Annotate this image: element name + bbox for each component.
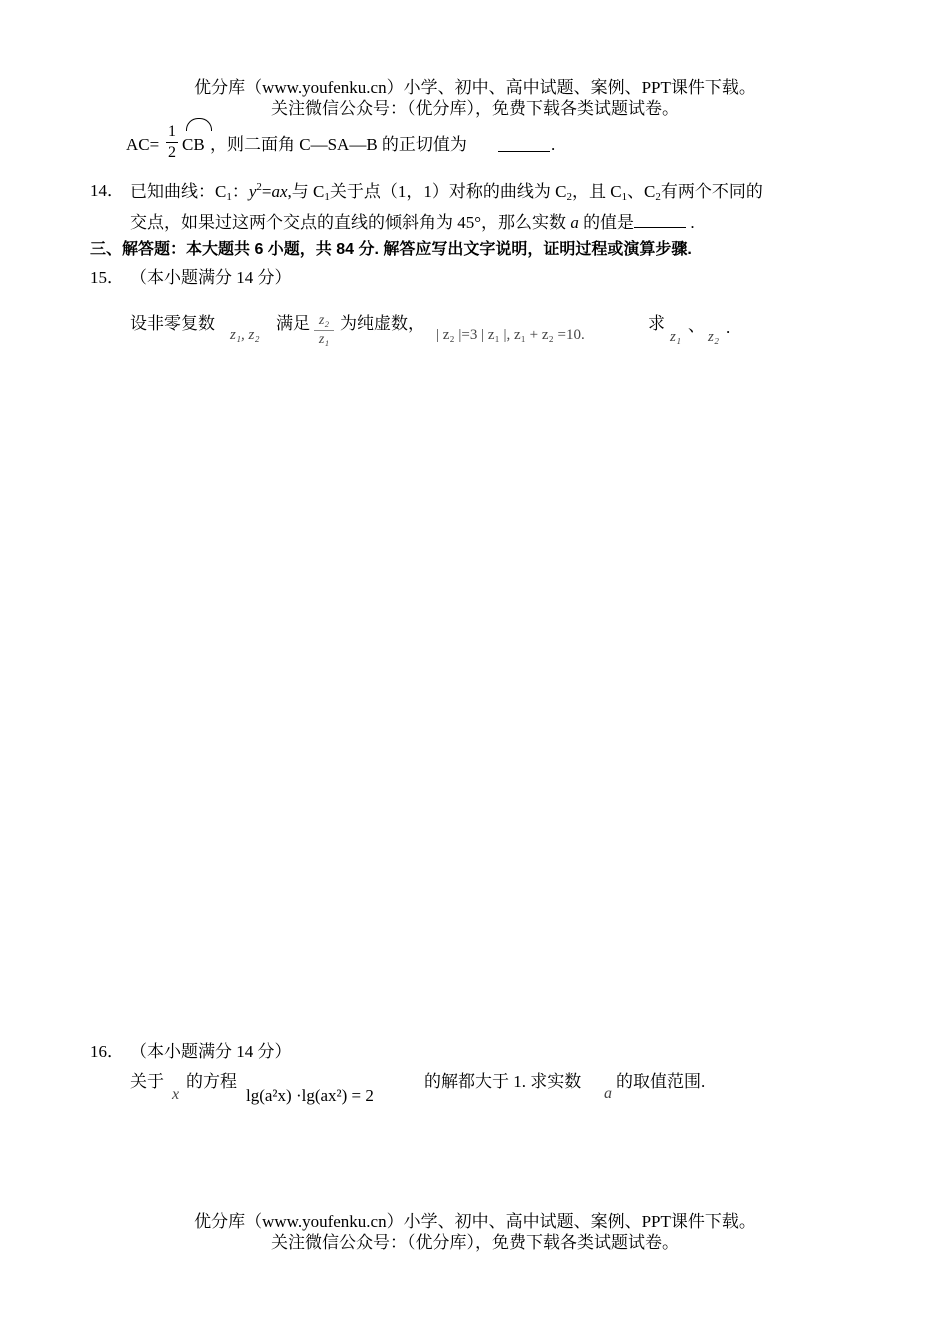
- q15-frac-denominator: z₁: [318, 332, 330, 347]
- header-line-1: 优分库（www.youfenku.cn）小学、初中、高中试题、案例、PPT课件下载。: [194, 78, 756, 97]
- section-heading: 三、解答题：本大题共 6 小题，共 84 分. 解答应写出文字说明，证明过程或演算步骤.: [90, 241, 692, 258]
- q13-text: ，则二面角 C—SA—B 的正切值为: [210, 135, 467, 154]
- q14-text-e: 关于点（1，1）对称的曲线为 C: [329, 182, 567, 201]
- q14-text-end: .: [686, 213, 695, 232]
- arc-icon: [186, 118, 212, 131]
- q14-line-1: [130, 181, 763, 204]
- header-line-2: 关注微信公众号：（优分库），免费下载各类试题试卷。: [271, 99, 679, 118]
- q14-line-2: [130, 211, 695, 233]
- q14-text-g: 、C: [627, 182, 656, 201]
- q14-text-b: ：: [231, 182, 249, 201]
- q16-number: 16．: [90, 1042, 124, 1061]
- q13-frac-bar: [166, 142, 178, 143]
- q14-sub-e: 2: [655, 191, 661, 203]
- q14-text-h: 有两个不同的: [660, 182, 763, 201]
- q15-fraction: [314, 314, 334, 347]
- q16-var-x: x: [172, 1086, 180, 1103]
- footer-line-2: 关注微信公众号：（优分库），免费下载各类试题试卷。: [271, 1233, 679, 1252]
- q14-sup: 2: [256, 181, 262, 193]
- q14-answer-blank: [634, 211, 686, 228]
- q15-z1z2: z₁, z₂: [230, 327, 260, 343]
- q16-score: （本小题满分 14 分）: [130, 1042, 292, 1061]
- q15-number: 15．: [90, 268, 124, 287]
- q14-sub-d: 1: [621, 191, 628, 203]
- q15-sep: 、: [688, 316, 705, 335]
- q15-text-b: 满足: [276, 314, 310, 333]
- q15-z1: z₁: [670, 329, 682, 345]
- q15-dot: .: [726, 318, 731, 337]
- q14-text-d: ,与 C: [287, 182, 325, 201]
- q13-frac-numerator: 1: [168, 123, 176, 140]
- q14-var-y: y: [248, 182, 257, 201]
- q16-equation: lg(a²x) ·lg(ax²) = 2: [246, 1086, 374, 1105]
- q13-frac-denominator: 2: [168, 144, 176, 161]
- q15-condition: | z₂ |=3 | z₁ |, z₁ + z₂ =10.: [436, 327, 585, 343]
- q15-z2: z₂: [708, 329, 720, 345]
- q14-text-j: 的值是: [583, 213, 635, 232]
- q14-sub-a: 1: [226, 191, 232, 203]
- q14-var-a: a: [570, 213, 579, 232]
- q14-sub-c: 2: [566, 191, 572, 203]
- q13-arc-label: CB: [182, 135, 205, 154]
- q16-text-c: 的解都大于 1. 求实数: [424, 1072, 582, 1091]
- q16-text-d: 的取值范围.: [616, 1072, 706, 1091]
- q14-var-ax: ax: [271, 182, 288, 201]
- q14-text-a: 已知曲线：C: [130, 182, 227, 201]
- q15-frac-numerator: z₂: [318, 313, 330, 328]
- q15-frac-bar: [314, 330, 334, 331]
- q14-text-i: 交点，如果过这两个交点的直线的倾斜角为 45°，那么实数: [130, 213, 567, 232]
- q14-number: 14．: [90, 181, 124, 200]
- q13-fraction: [166, 124, 178, 161]
- q15-text-d: 求: [648, 314, 665, 333]
- footer-line-1: 优分库（www.youfenku.cn）小学、初中、高中试题、案例、PPT课件下载。: [194, 1212, 756, 1231]
- q15-text-a: 设非零复数: [130, 314, 215, 333]
- q16-var-a: a: [604, 1085, 612, 1102]
- q16-text-b: 的方程: [186, 1072, 237, 1091]
- q14-text-f: ，且 C: [571, 182, 622, 201]
- q13-prefix: AC=: [126, 135, 160, 154]
- q16-text-a: 关于: [130, 1072, 164, 1091]
- q13-answer-blank: [498, 135, 550, 157]
- q15-score: （本小题满分 14 分）: [130, 268, 292, 287]
- q14-sub-b: 1: [324, 191, 330, 203]
- q13-end: .: [551, 135, 556, 154]
- q15-text-c: 为纯虚数，: [340, 314, 425, 333]
- q14-text-c: =: [261, 182, 272, 201]
